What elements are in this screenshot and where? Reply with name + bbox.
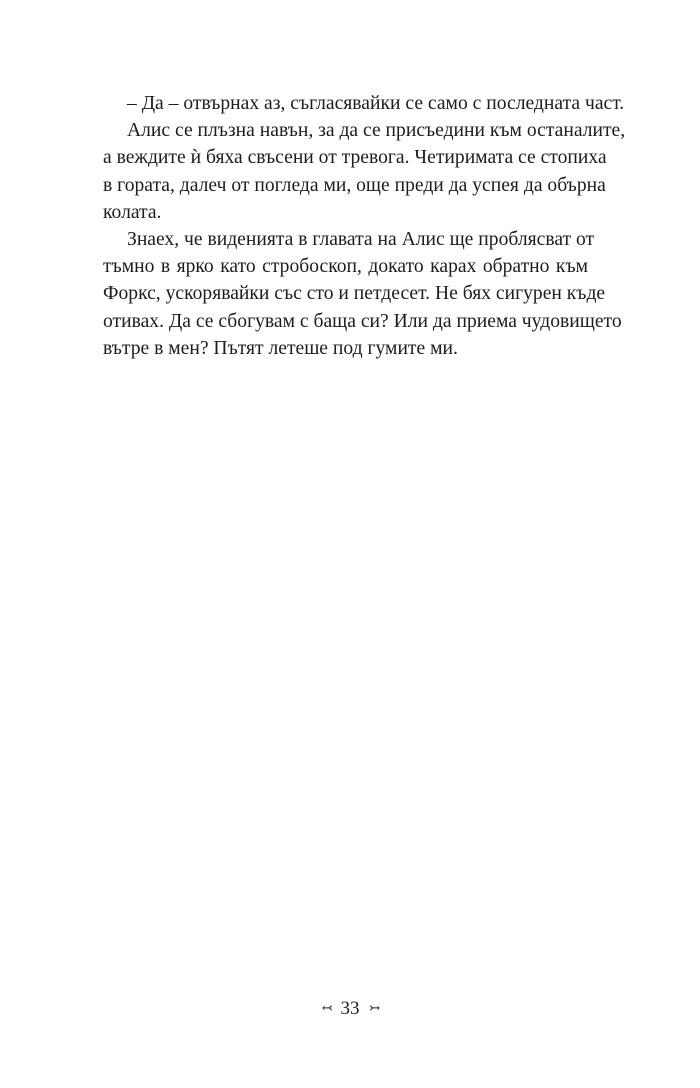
text-line: а веждите ѝ бяха свъсени от тревога. Четиримата се стопиха: [103, 147, 607, 169]
text-line: – Да – отвърнах аз, съгласявайки се само с последната част.: [127, 93, 625, 114]
text-line: тъмно в ярко като стробоскоп, докато карах обратно към: [103, 256, 588, 278]
page-number: 33: [340, 998, 360, 1019]
body-text: [103, 90, 626, 362]
ornament-left-icon: ↢: [321, 1000, 331, 1015]
text-line: колата.: [103, 201, 162, 223]
text-line: Знаех, че виденията в главата на Алис ще проблясват от: [127, 228, 595, 250]
text-line: Алис се плъзна навън, за да се присъедини към останалите,: [127, 120, 626, 142]
text-line: отивах. Да се сбогувам с баща си? Или да приема чудовището: [103, 310, 622, 332]
text-line: Форкс, ускорявайки със сто и петдесет. Не бях сигурен къде: [103, 283, 606, 305]
page-number-footer: [0, 997, 700, 1022]
text-line: вътре в мен? Пътят летеше под гумите ми.: [103, 337, 458, 359]
text-line: в гората, далеч от погледа ми, още преди да успея да обърна: [103, 174, 606, 196]
ornament-right-icon: ↣: [369, 1000, 379, 1015]
